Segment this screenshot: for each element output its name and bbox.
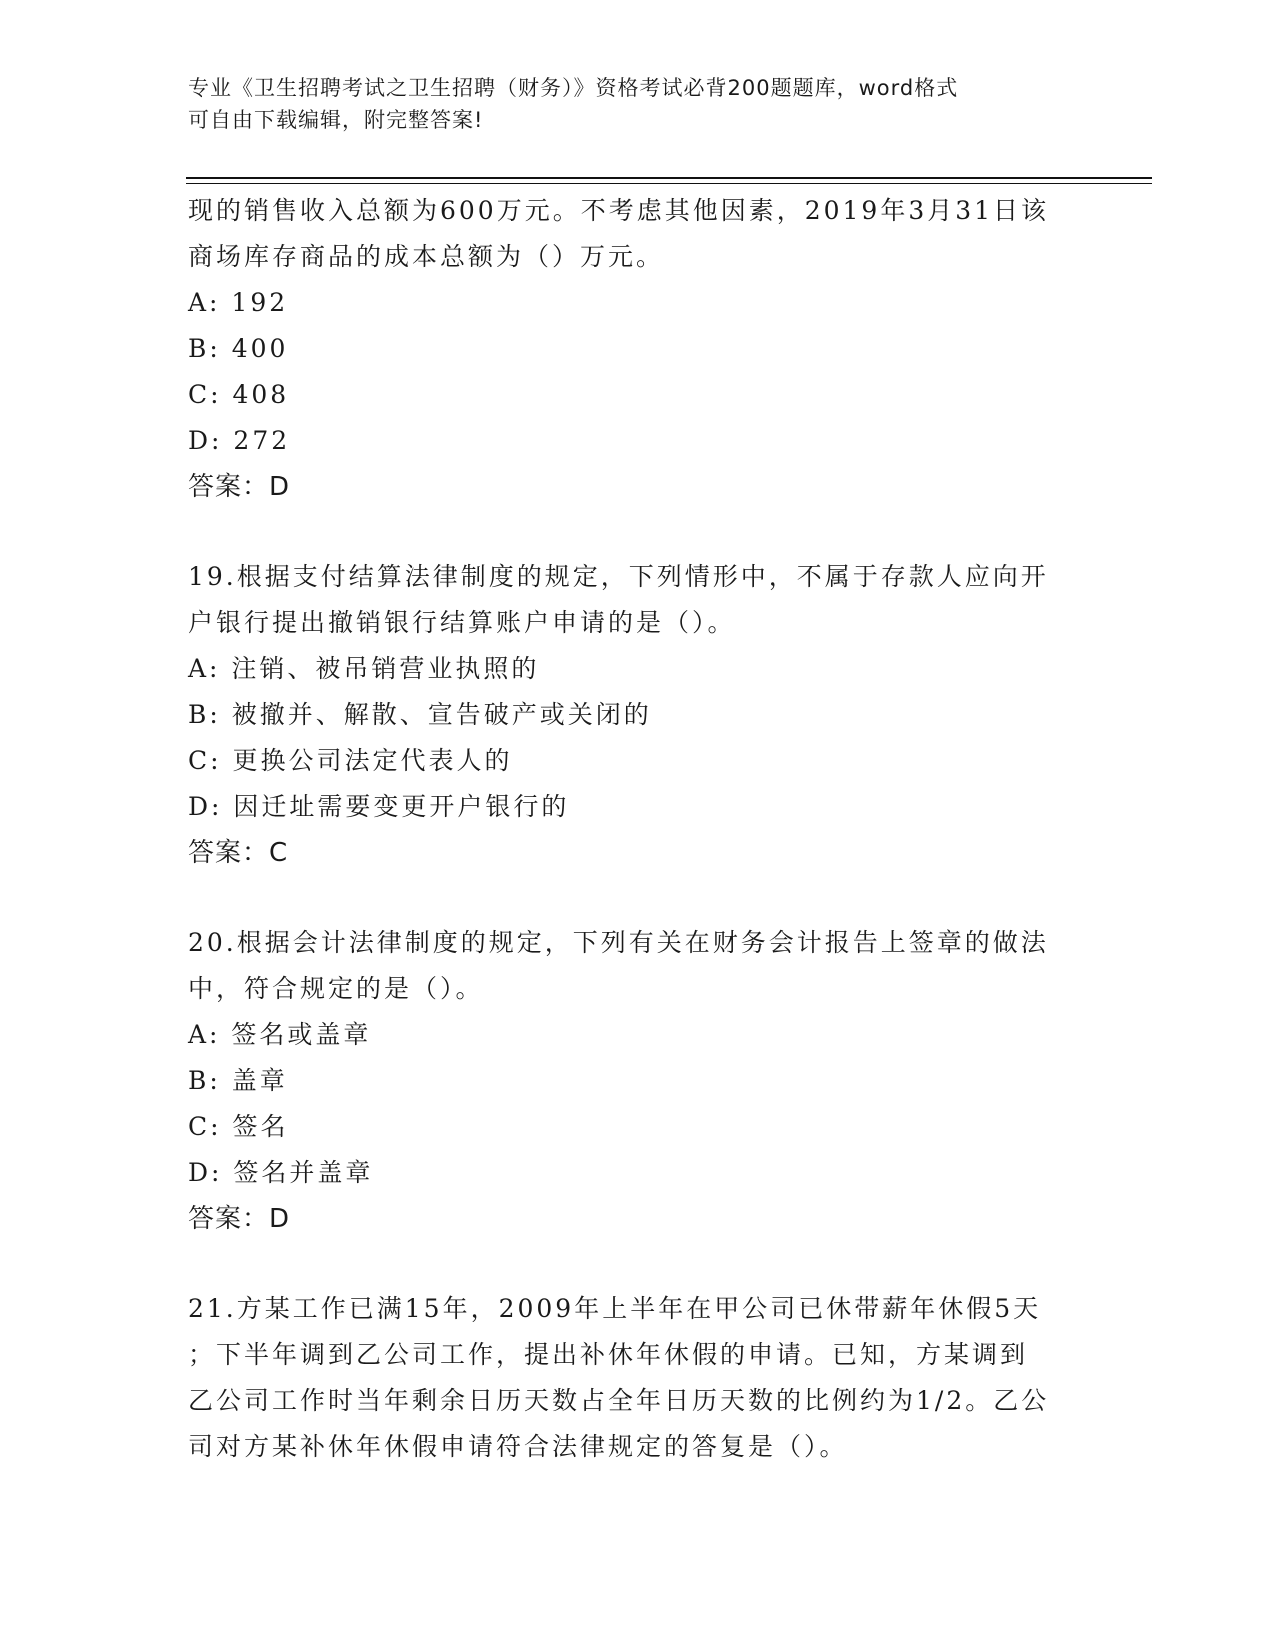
question-text-line: 21.方某工作已满15年，2009年上半年在甲公司已休带薪年休假5天 [188, 1294, 1042, 1323]
question-text-line: 19.根据支付结算法律制度的规定，下列情形中，不属于存款人应向开 [188, 562, 1049, 591]
question-text-line: 中，符合规定的是（）。 [188, 974, 484, 1003]
option-a: A: 注销、被吊销营业执照的 [188, 654, 540, 683]
question-20 [188, 920, 1088, 1242]
header-line-1: 专业《卫生招聘考试之卫生招聘（财务）》资格考试必背200题题库，word格式 [188, 76, 959, 100]
question-spacer [188, 510, 1088, 554]
question-spacer [188, 1242, 1088, 1286]
answer-line: 答案：C [188, 838, 289, 868]
option-a: A: 签名或盖章 [188, 1020, 372, 1049]
option-b: B: 盖章 [188, 1066, 288, 1095]
option-c: C: 签名 [188, 1112, 289, 1141]
option-c: C: 408 [188, 380, 290, 409]
header-line-2: 可自由下载编辑，附完整答案! [188, 108, 484, 132]
question-text-line: 现的销售收入总额为600万元。不考虑其他因素，2019年3月31日该 [188, 196, 1050, 225]
option-c: C: 更换公司法定代表人的 [188, 746, 513, 775]
answer-line: 答案：D [188, 1204, 291, 1234]
page-header [188, 72, 1088, 136]
header-rule-thin [186, 183, 1152, 184]
question-text-line: ；下半年调到乙公司工作，提出补休年休假的申请。已知，方某调到 [188, 1340, 1029, 1369]
option-b: B: 400 [188, 334, 289, 363]
answer-line: 答案：D [188, 472, 291, 502]
question-text-line: 户银行提出撤销银行结算账户申请的是（）。 [188, 608, 736, 637]
question-19 [188, 554, 1088, 876]
option-d: D: 因迁址需要变更开户银行的 [188, 792, 570, 821]
option-a: A: 192 [188, 288, 289, 317]
question-text-line: 乙公司工作时当年剩余日历天数占全年日历天数的比例约为1/2。乙公 [188, 1386, 1050, 1415]
question-18 [188, 188, 1088, 510]
question-list [188, 188, 1088, 1470]
option-d: D: 272 [188, 426, 291, 455]
question-21 [188, 1286, 1088, 1470]
question-text-line: 司对方某补休年休假申请符合法律规定的答复是（）。 [188, 1432, 848, 1461]
question-spacer [188, 876, 1088, 920]
question-text-line: 20.根据会计法律制度的规定，下列有关在财务会计报告上签章的做法 [188, 928, 1049, 957]
header-rule-thick [186, 177, 1152, 179]
option-d: D: 签名并盖章 [188, 1158, 374, 1187]
option-b: B: 被撤并、解散、宣告破产或关闭的 [188, 700, 652, 729]
question-text-line: 商场库存商品的成本总额为（）万元。 [188, 242, 665, 271]
